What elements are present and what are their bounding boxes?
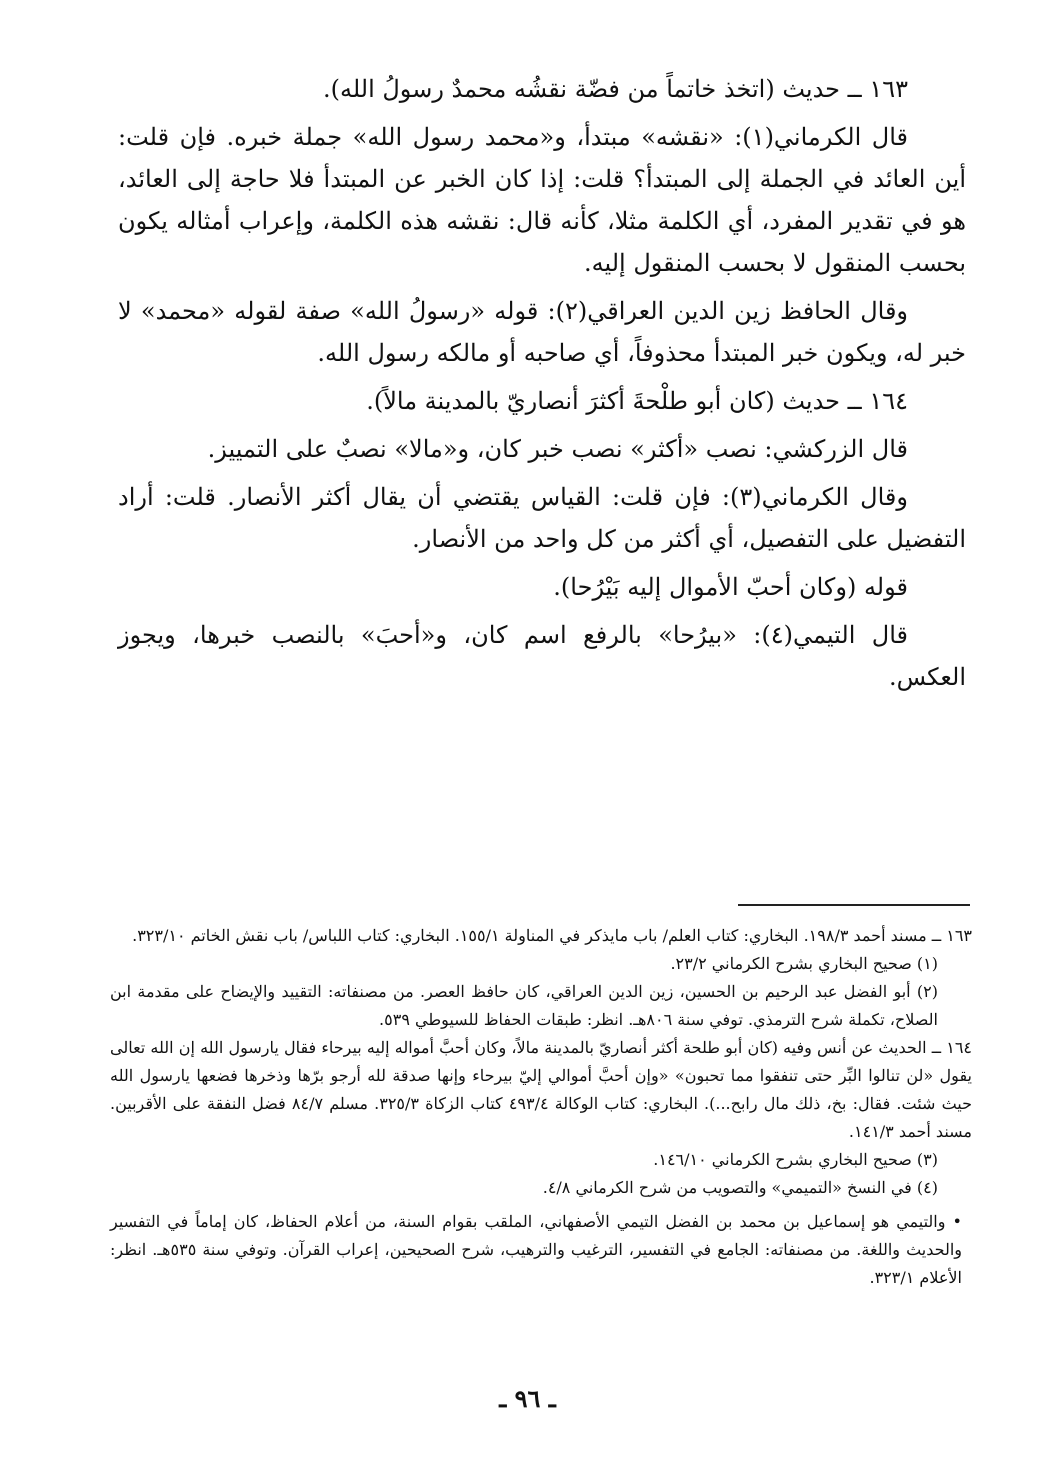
footnote-3: (٣) صحيح البخاري بشرح الكرماني ١٤٦/١٠. [653,1150,938,1169]
footnote-source-164: ١٦٤ ــ الحديث عن أنس وفيه (كان أبو طلحة أكثر أنصاريّ بالمدينة مالاً، وكان أحبَّ أمواله إليه بيرحاء فقال يارسول الله إن الله تعالى يقول «لن تنالوا البِّر حتى تنفقوا مما تحبون» «وإن أحبَّ أموالي إليّ بيرحاء وإنها صدقة لله أرجو برّها وذخرها فضعها يارسول الله حيث شئت. فقال: بخ، ذلك مال رابح...). البخاري: كتاب الوكالة ٤٩٣/٤ كتاب الزكاة ٣٢٥/٣. مسلم ٨٤/٧ فضل النفقة على الأقربين. مسند أحمد ١٤١/٣. [110,1038,973,1141]
zarkashi-commentary-164: قال الزركشي: نصب «أكثر» نصب خبر كان، و«مالا» نصبٌ على التمييز. [207,435,908,463]
quote-bayruha: قوله (وكان أحبّ الأموال إليه بَيْرُحا). [553,573,908,601]
hadith-163-heading: ١٦٣ ــ حديث (اتخذ خاتماً من فضّة نقشُه محمدٌ رسولُ الله). [322,75,908,103]
hadith-164-heading: ١٦٤ ــ حديث (كان أبو طلْحةَ أكثرَ أنصاريّ بالمدينة مالاً). [366,387,908,415]
taymi-commentary-164: قال التيمي(٤): «بيرُحا» بالرفع اسم كان، و«أحبَ» بالنصب خبرها، ويجوز العكس. [118,621,966,691]
karmani-commentary-164: وقال الكرماني(٣): فإن قلت: القياس يقتضي أن يقال أكثر الأنصار. قلت: أراد التفضيل على التفصيل، أي أكثر من كل واحد من الأنصار. [118,483,966,553]
footnotes-block [110,922,972,1292]
footnote-2: (٢) أبو الفضل عبد الرحيم بن الحسين، زين الدين العراقي، كان حافظ العصر. من مصنفاته: التقييد والإيضاح على مقدمة ابن الصلاح، تكملة شرح الترمذي. توفي سنة ٨٠٦هـ. انظر: طبقات الحفاظ للسيوطي ٥٣٩. [110,982,938,1029]
iraqi-commentary-163: وقال الحافظ زين الدين العراقي(٢): قوله «رسولُ الله» صفة لقوله «محمد» لا خبر له، ويكون خبر المبتدأ محذوفاً، أي صاحبه أو مالكه رسول الله. [118,297,966,367]
footnote-source-163: ١٦٣ ــ مسند أحمد ١٩٨/٣. البخاري: كتاب العلم/ باب مايذكر في المناولة ١٥٥/١. البخاري: كتاب اللباس/ باب نقش الخاتم ٣٢٣/١٠. [132,926,972,945]
main-text-block [118,68,966,704]
footnote-1: (١) صحيح البخاري بشرح الكرماني ٢٣/٢. [670,954,938,973]
footnote-4: (٤) في النسخ «التميمي» والتصويب من شرح الكرماني ٤/٨. [542,1178,938,1197]
footnote-separator [738,904,970,906]
page-number: ـ ٩٦ ـ [499,1384,556,1413]
footnote-bullet-taymi: • والتيمي هو إسماعيل بن محمد بن الفضل التيمي الأصفهاني، الملقب بقوام السنة، من أعلام الحفاظ، كان إماماً في التفسير والحديث واللغة. من مصنفاته: الجامع في التفسير، الترغيب والترهيب، شرح الصحيحين، إعراب القرآن. وتوفي سنة ٥٣٥هـ. انظر: الأعلام ٣٢٣/١. [110,1212,963,1287]
karmani-commentary-163: قال الكرماني(١): «نقشه» مبتدأ، و«محمد رسول الله» جملة خبره. فإن قلت: أين العائد في الجملة إلى المبتدأ؟ قلت: إذا كان الخبر عن المبتدأ فلا حاجة إلى العائد، هو في تقدير المفرد، أي الكلمة مثلا، كأنه قال: نقشه هذه الكلمة، وإعراب أمثاله يكون بحسب المنقول لا بحسب المنقول إليه. [118,123,966,277]
